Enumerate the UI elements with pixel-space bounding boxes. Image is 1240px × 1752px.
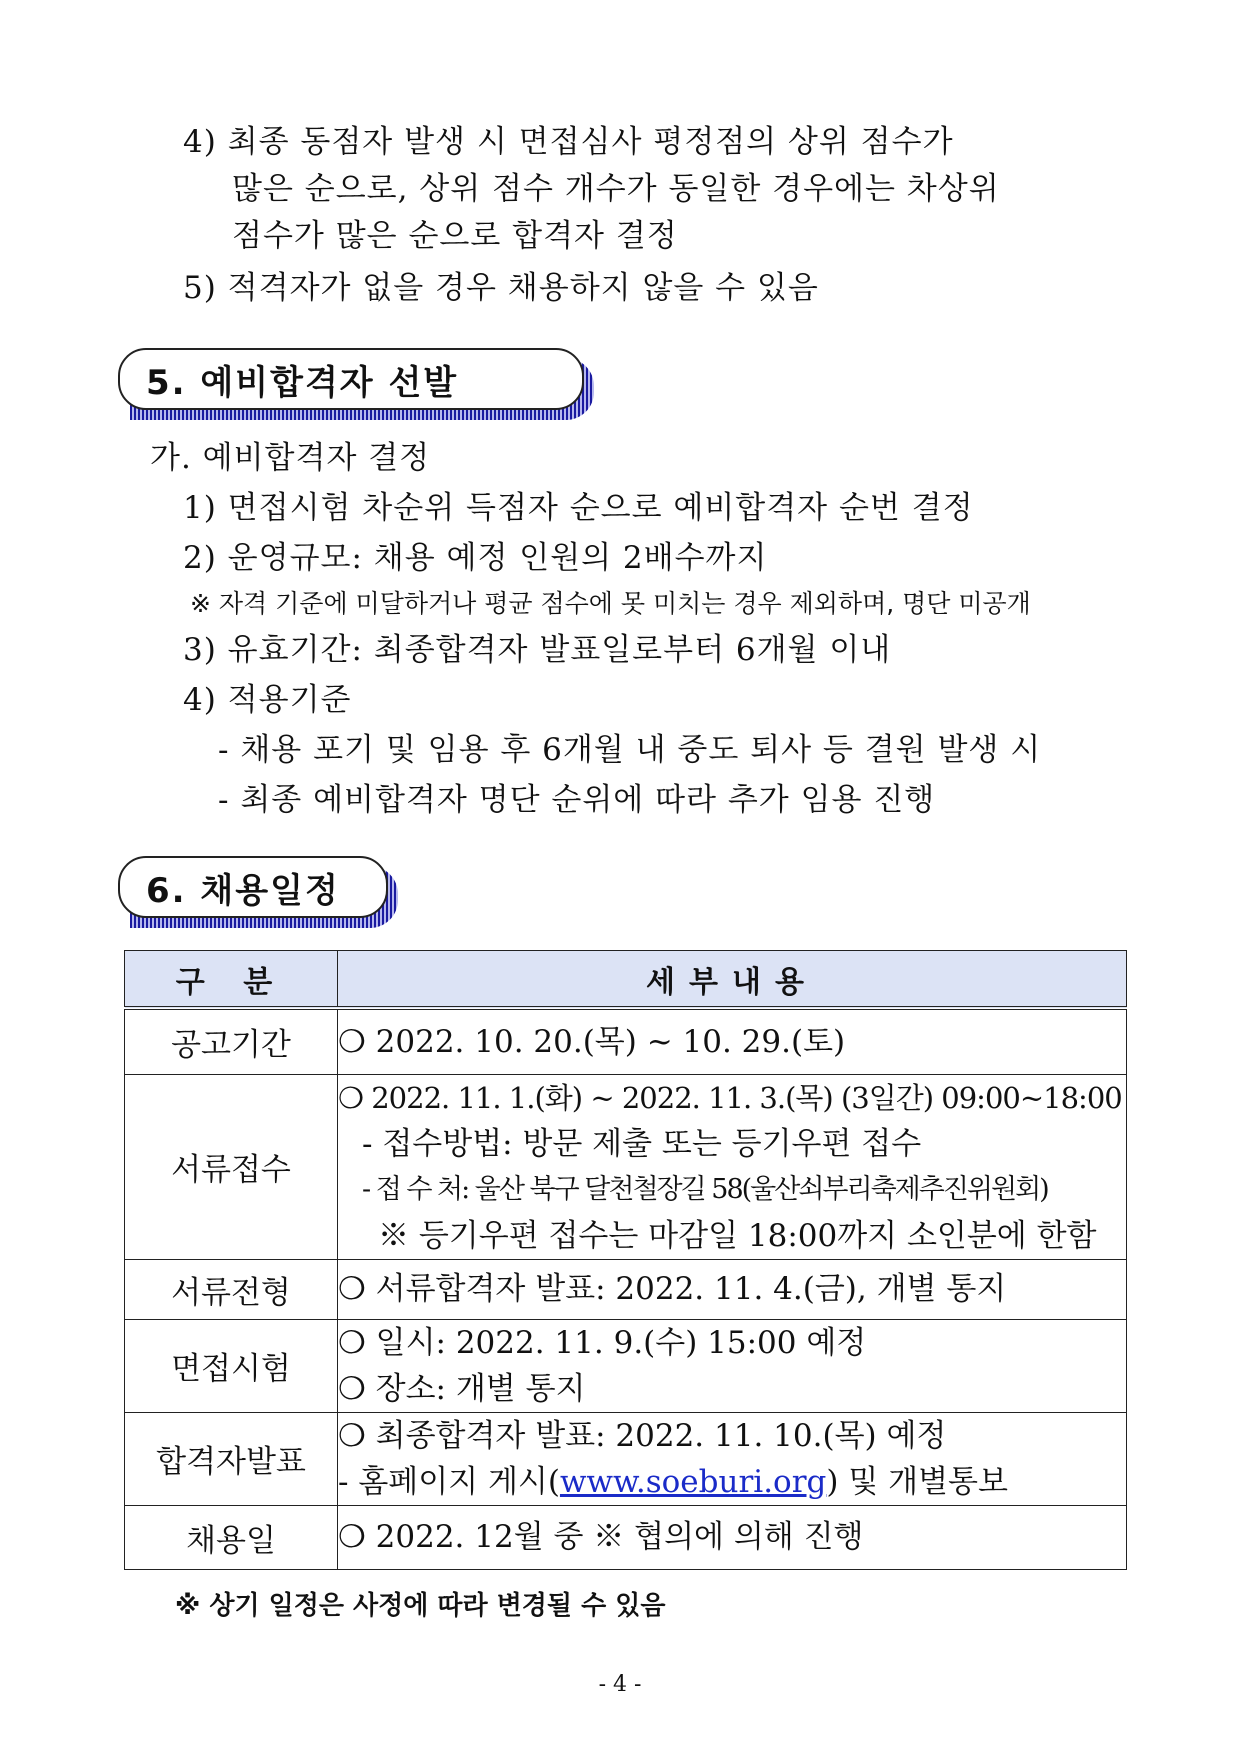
header-details: 세부내용 <box>338 951 1127 1009</box>
table-row <box>125 1319 1127 1412</box>
detail-line: ❍ 장소: 개별 통지 <box>338 1370 586 1407</box>
section5-item-1: 1) 면접시험 차순위 득점자 순으로 예비합격자 순번 결정 <box>183 490 974 526</box>
homepage-link[interactable]: www.soeburi.org <box>559 1463 827 1500</box>
row-details <box>338 1319 1127 1412</box>
table-row <box>125 1259 1127 1319</box>
section5-subtitle: 가. 예비합격자 결정 <box>150 440 431 476</box>
section5-header <box>118 348 584 410</box>
section5-item-3: 3) 유효기간: 최종합격자 발표일로부터 6개월 이내 <box>183 632 892 668</box>
section5-item-4: 4) 적용기준 <box>183 682 352 718</box>
row-details <box>338 1008 1127 1074</box>
table-row <box>125 1505 1127 1569</box>
section5-item-4-sub2: - 최종 예비합격자 명단 순위에 따라 추가 임용 진행 <box>218 782 936 818</box>
row-label: 합격자발표 <box>125 1412 338 1505</box>
section5-note: ※ 자격 기준에 미달하거나 평균 점수에 못 미치는 경우 제외하며, 명단 미공개 <box>190 589 1031 618</box>
row-label: 공고기간 <box>125 1008 338 1074</box>
section5-item-2: 2) 운영규모: 채용 예정 인원의 2배수까지 <box>183 540 768 576</box>
detail-line: ❍ 서류합격자 발표: 2022. 11. 4.(금), 개별 통지 <box>338 1271 1007 1307</box>
table-header-row <box>125 951 1127 1009</box>
section6-title: 6. 채용일정 <box>118 856 388 918</box>
row-label: 면접시험 <box>125 1319 338 1412</box>
homepage-suffix: ) 및 개별통보 <box>826 1463 1008 1500</box>
detail-line: ❍ 2022. 12월 중 ※ 협의에 의해 진행 <box>338 1519 864 1555</box>
rule-item-4-line2: 많은 순으로, 상위 점수 개수가 동일한 경우에는 차상위 <box>232 171 1000 207</box>
page-number: - 4 - <box>598 1672 642 1697</box>
rule-item-4-line1: 4) 최종 동점자 발생 시 면접심사 평정점의 상위 점수가 <box>183 124 954 160</box>
row-details <box>338 1259 1127 1319</box>
row-details <box>338 1074 1127 1259</box>
rule-item-4-line3: 점수가 많은 순으로 합격자 결정 <box>232 218 678 254</box>
detail-line: - 접 수 처: 울산 북구 달천철장길 58(울산쇠부리축제추진위원회) <box>362 1173 1048 1205</box>
homepage-prefix: - 홈페이지 게시( <box>338 1463 560 1500</box>
row-details <box>338 1505 1127 1569</box>
section5-item-4-sub1: - 채용 포기 및 임용 후 6개월 내 중도 퇴사 등 결원 발생 시 <box>218 732 1042 768</box>
table-row <box>125 1412 1127 1505</box>
table-row <box>125 1074 1127 1259</box>
row-label: 서류접수 <box>125 1074 338 1259</box>
detail-line: - 접수방법: 방문 제출 또는 등기우편 접수 <box>362 1125 922 1162</box>
row-label: 채용일 <box>125 1505 338 1569</box>
schedule-footnote: ※ 상기 일정은 사정에 따라 변경될 수 있음 <box>175 1591 666 1621</box>
detail-line: ❍ 최종합격자 발표: 2022. 11. 10.(목) 예정 <box>338 1417 947 1454</box>
detail-line: ❍ 2022. 11. 1.(화) ~ 2022. 11. 3.(목) (3일간) 09:00~18:00 <box>338 1080 1122 1115</box>
schedule-table <box>124 950 1127 1570</box>
row-details <box>338 1412 1127 1505</box>
detail-line: ※ 등기우편 접수는 마감일 18:00까지 소인분에 한함 <box>378 1217 1097 1254</box>
detail-line: ❍ 2022. 10. 20.(목) ~ 10. 29.(토) <box>338 1023 846 1060</box>
detail-line: ❍ 일시: 2022. 11. 9.(수) 15:00 예정 <box>338 1324 867 1361</box>
rule-item-5: 5) 적격자가 없을 경우 채용하지 않을 수 있음 <box>183 270 819 306</box>
header-category: 구 분 <box>125 951 338 1009</box>
section5-title: 5. 예비합격자 선발 <box>118 348 584 410</box>
detail-line-homepage <box>338 1459 1126 1505</box>
section6-header <box>118 856 388 918</box>
row-label: 서류전형 <box>125 1259 338 1319</box>
table-row <box>125 1008 1127 1074</box>
